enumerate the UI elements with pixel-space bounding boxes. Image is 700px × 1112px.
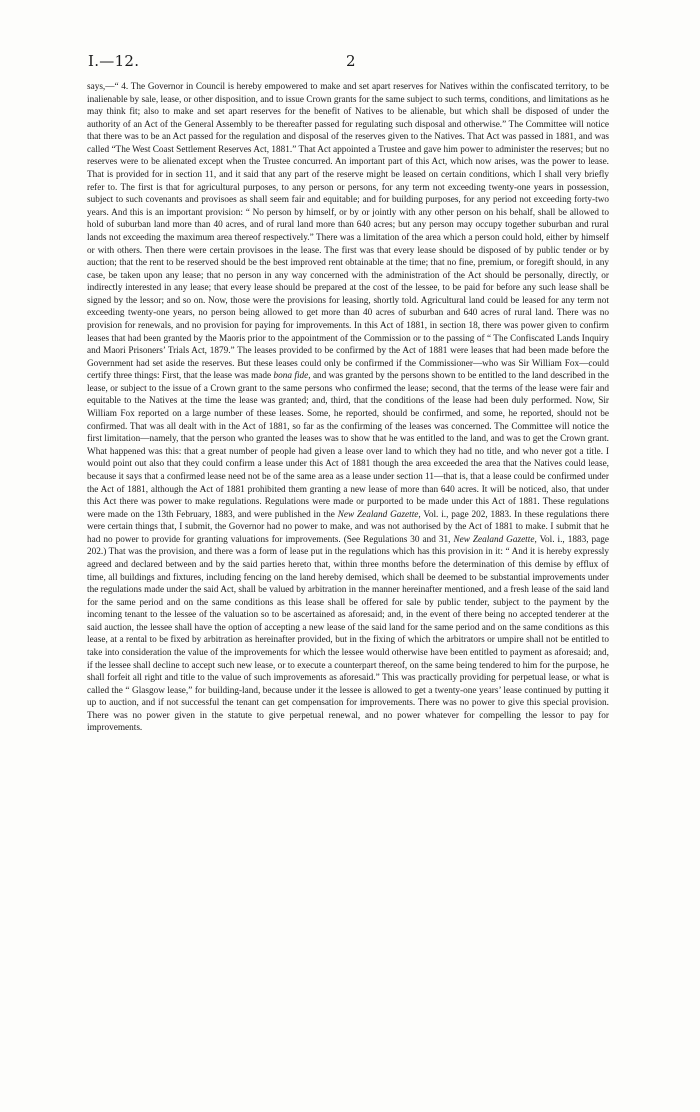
body-paragraph bbox=[87, 81, 609, 735]
italic-publication-title: New Zealand Gazette bbox=[453, 534, 535, 545]
paper-reference: I.—12. bbox=[88, 52, 140, 70]
text-segment: says,—“ 4. The Governor in Council is hereby empowered to make and set apart reserves for Natives within the confiscated territory, to be inalienable by sale, lease, or other disposition, and to issue Crown grants for the same subject to such terms, conditions, and limitations as he may think fit; also to make and set apart reserves for the benefit of Natives to be alienable, but which shall be disposed of under the authority of an Act of the General Assembly to be thereafter passed for regulating such disposal and otherwise.” The Committee will notice that there was to be an Act passed for the regulation and disposal of the reserves given to the Natives. That Act was passed in 1881, and was called “The West Coast Settlement Reserves Act, 1881.” That Act appointed a Trustee and gave him power to administer the reserves; but no reserves were to be alienated except when the Trustee concurred. An important part of this Act, which now arises, was the power to lease. That is provided for in section 11, and it said that any part of the reserve might be leased on certain conditions, which I shall very briefly refer to. The first is that for agricultural purposes, to any person or persons, for any term not exceeding twenty-one years in possession, subject to such covenants and provisoes as shall seem fair and equitable; and for building purposes, for any period not exceeding forty-two years. And this is an important provision: “ No person by himself, or by or jointly with any other person on his behalf, shall be allowed to hold of suburban land more than 40 acres, and of rural land more than 640 acres; but any person may occupy together suburban and rural lands not exceeding the maximum area thereof respectively.” There was a limitation of the area which a person could hold, either by himself or with others. Then there were certain provisoes in the lease. The first was that every lease should be disposed of by public tender or by auction; that the rent to be reserved should be the best improved rent obtainable at the time; that no fine, premium, or foregift should, in any case, be taken upon any lease; that no person in any way concerned with the administration of the Act should be personally, directly, or indirectly interested in any lease; that every lease should be prepared at the cost of the lessee, to be paid for before any such lease shall be signed by the lessor; and so on. Now, those were the provisions for leasing, shortly told. Agricultural land could be leased for any term not exceeding twenty-one years, no person being allowed to get more than 40 acres of suburban and 640 acres of rural land. There was no provision for renewals, and no provision for paying for improvements. In this Act of 1881, in section 18, there was power given to confirm leases that had been granted by the Maoris prior to the appointment of the Commission or to the passing of “ The Confiscated Lands Inquiry and Maori Prisoners’ Trials Act, 1879.” The leases provided to be confirmed by the Act of 1881 were leases that had been made before the Government had set aside the reserves. But these leases could only be confirmed if the Commissioner—who was Sir William Fox—could certify three things: First, that the lease was made bbox=[87, 82, 609, 382]
text-segment: , Vol. i., page 202, 1883. In these regulations there were certain things that, I submit, the Governor had no power to make, and was not authorised by the Act of 1881 to make. I submit that he had no power to provide for granting valuations for improvements. (See Regulations 30 and 31, bbox=[87, 509, 609, 545]
text-segment: , and was granted by the persons shown to be entitled to the land described in the lease, or subject to the issue of a Crown grant to the same persons who confirmed the lease; second, that the terms of the lease were fair and equitable to the Natives at the time the lease was granted; and, third, that the conditions of the lease had been duly performed. Now, Sir William Fox reported on a large number of these leases. Some, he reported, should be confirmed, and some, he reported, should not be confirmed. That was all dealt with in the Act of 1881, so far as the confirming of the leases was concerned. The Committee will notice the first limitation—namely, that the person who granted the leases was to show that he was entitled to the land, and was to get the Crown grant. What happened was this: that a great number of people had given a lease over land to which they had no title, and who never got a title. I would point out also that they could confirm a lease under this Act of 1881 though the area exceeded the area that the Natives could lease, because it says that a confirmed lease need not be of the same area as a lease under section 11—that is, that a lease could be confirmed under the Act of 1881, although the Act of 1881 prohibited them granting a new lease of more than 640 acres. It will be noticed, also, that under this Act there was power to make regulations. Regulations were made or purported to be made under this Act of 1881. These regulations were made on the 13th February, 1883, and were published in the bbox=[87, 371, 609, 520]
italic-phrase: bona fide bbox=[273, 371, 309, 382]
italic-publication-title: New Zealand Gazette bbox=[337, 509, 419, 520]
text-segment: , Vol. i., 1883, page 202.) That was the provision, and there was a form of lease put in the regulations which has this provision in it: “ And it is hereby expressly agreed and declared between and by the said parties hereto that, within three months before the determination of this demise by efflux of time, all buildings and fixtures, including fencing on the land hereby demised, which shall be deemed to be substantial improvements under the regulations made under the said Act, shall be valued by arbitration in the manner hereinafter mentioned, and a fresh lease of the said land for the same period and on the same conditions as this lease shall be offered for sale by public tender, subject to the payment by the incoming tenant to the lessee of the valuation so to be ascertained as aforesaid; and, in the event of there being no accepted tenderer at the said auction, the lessee shall have the option of accepting a new lease of the said land for the same period and on the same conditions as this lease, at a rental to be fixed by arbitration as hereinafter provided, but in the fixing of which the arbitrators or umpire shall not be entitled to take into consideration the value of the improvements for which the lessee would otherwise have been entitled to payment as aforesaid; and, if the lessee shall decline to accept such new lease, or to execute a counterpart thereof, on the same being tendered to him for the purpose, he shall forfeit all right and title to the value of such improvements as aforesaid.” This was practically providing for perpetual lease, or what is called the “ Glasgow lease,” for building-land, because under it the lessee is allowed to get a twenty-one years’ lease continued by putting it up to auction, and if not successful the tenant can get compensation for improvements. There was no power to give this special provision. There was no power given in the statute to give perpetual renewal, and no power whatever for compelling the lessor to pay for improvements. bbox=[87, 534, 609, 734]
page-number: 2 bbox=[346, 52, 356, 70]
